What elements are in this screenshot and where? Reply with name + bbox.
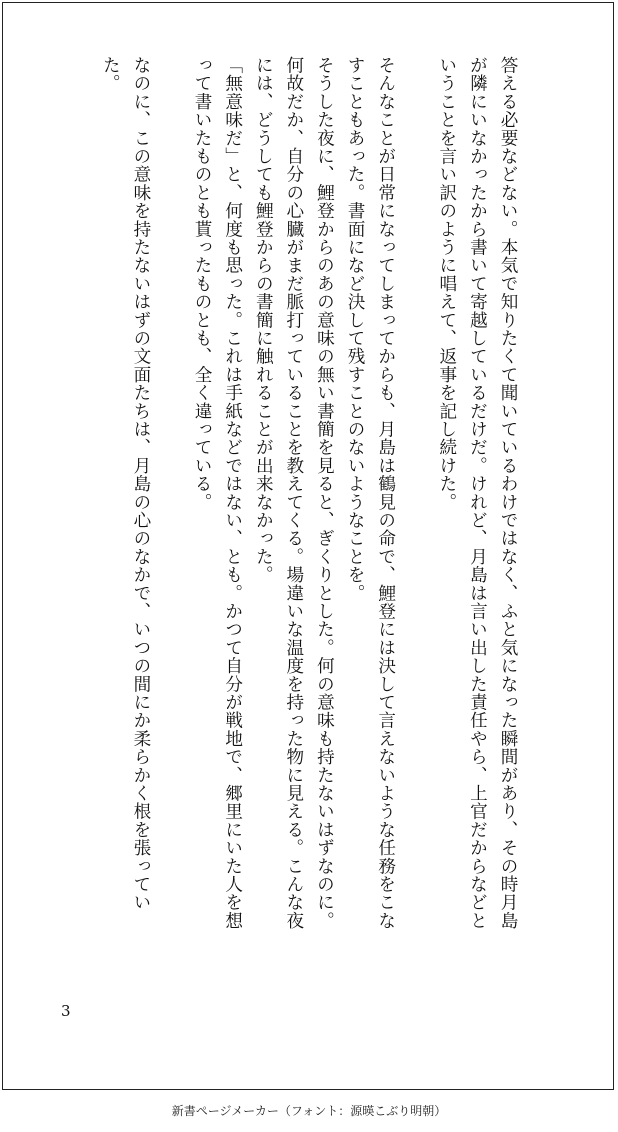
page-number: 3 <box>61 1002 71 1020</box>
paragraph-blank <box>156 56 187 936</box>
paragraph: なのに、この意味を持たないはずの文面たちは、月島の心のなかで、いつの間にか柔らかく根を張っていた。 <box>100 56 151 912</box>
body-text <box>100 56 523 936</box>
paragraph: 答える必要などない。本気で知りたくて聞いているわけではなく、ふと気になった瞬間があり、その時月島が隣にいなかったから書いて寄越しているだけだ。けれど、月島は言い出した責任やら、上官だからなどということを言い訳のように唱えて、返事を記し続けた。 <box>436 56 518 930</box>
paragraph: 「無意味だ」と、何度も思った。これは手紙などではない、とも。かつて自分が戦地で、郷里にいた人を想って書いたものとも貰ったものとも、全く違っている。 <box>192 56 243 930</box>
paragraph: そうした夜に、鯉登からのあの意味の無い書簡を見ると、ぎくりとした。何の意味も持たないはずなのに。何故だか、自分の心臓がまだ脈打っていることを教えてくる。場違いな温度を持った物に見える。こんな夜には、どうしても鯉登からの書簡に触れることが出来なかった。 <box>253 56 335 930</box>
paragraph-blank <box>401 56 432 936</box>
paragraph: そんなことが日常になってしまってからも、月島は鶴見の命で、鯉登には決して言えないような任務をこなすこともあった。書面になど決して残すことのないようなことを。 <box>345 56 396 930</box>
page-frame <box>2 2 614 1090</box>
footer-caption: 新書ページメーカー（フォント：源暎こぶり明朝） <box>171 1104 447 1118</box>
